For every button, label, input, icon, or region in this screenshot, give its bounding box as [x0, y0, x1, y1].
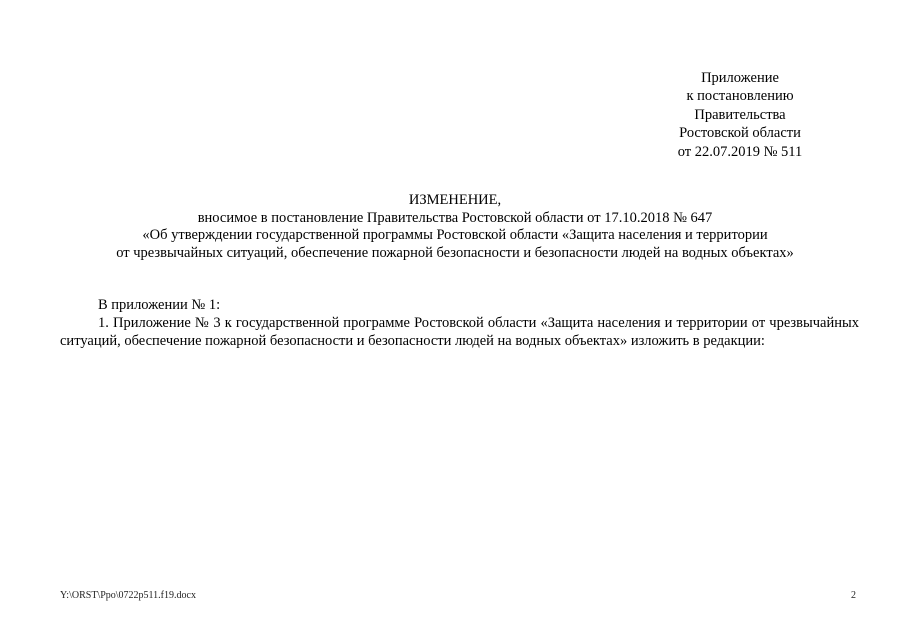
approval-block: [640, 69, 840, 161]
heading-line: «Об утверждении государственной программы Ростовской области «Защита населения и территории: [142, 227, 768, 244]
item-1-paragraph: 1. Приложение № 3 к государственной программе Ростовской области «Защита населения и территории от чрезвычайных ситуаций, обеспечение пожарной безопасности и безопасности людей на водных объектах» изложить в редакции:: [60, 315, 859, 349]
document-heading: [60, 192, 850, 262]
heading-line: вносимое в постановление Правительства Ростовской области от 17.10.2018 № 647: [197, 209, 713, 226]
page-number: 2: [851, 590, 856, 601]
approval-line: Правительства: [694, 106, 786, 123]
approval-date-line: от 22.07.2019 № 511: [677, 143, 803, 160]
approval-line: к постановлению: [686, 88, 794, 105]
intro-paragraph: В приложении № 1:: [98, 297, 221, 313]
approval-line: Ростовской области: [679, 125, 801, 142]
footer-file-path: Y:\ORST\Ppo\0722p511.f19.docx: [60, 590, 196, 601]
document-body: [60, 296, 859, 350]
heading-title: ИЗМЕНЕНИЕ,: [408, 192, 502, 208]
approval-line: Приложение: [701, 70, 779, 86]
heading-line: от чрезвычайных ситуаций, обеспечение пожарной безопасности и безопасности людей на водных объектах»: [116, 244, 794, 261]
